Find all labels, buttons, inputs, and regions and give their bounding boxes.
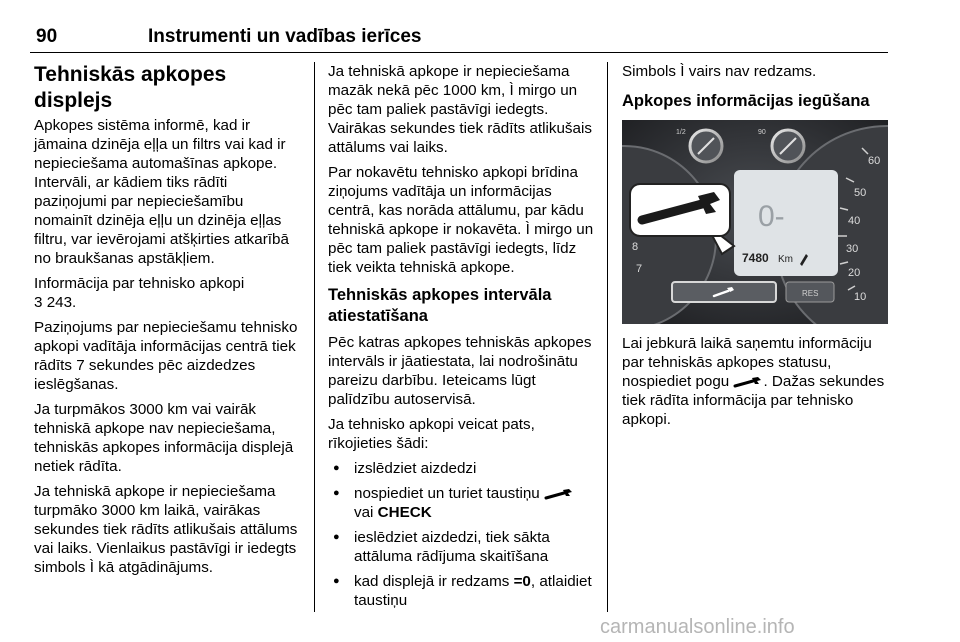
section-heading-interval-reset: Tehniskās apkopes intervāla atiestatīšana [328, 286, 552, 325]
paragraph: Ja turpmākos 3000 km vai vairāk tehniskā apkope nav nepieciešama, tehniskās apkopes informācija displejā netiek rādīta. [34, 401, 294, 475]
gauge-tick-label: 30 [846, 243, 859, 255]
check-button-label: CHECK [377, 504, 432, 521]
column-divider-2 [607, 62, 608, 612]
wrench-icon [544, 488, 574, 500]
reset-value: =0 [513, 573, 531, 590]
paragraph: Par nokavētu tehnisko apkopi brīdina ziņojums vadītāja un informācijas centrā, kas norāda attālumu, par kādu tehniskā apkope ir nokavēta. Ì mirgo un pēc tam paliek pastāvīgi iedegts, līdz tiek veikta tehniskā apkope. [328, 164, 594, 276]
list-item: ● izslēdziet aizdedzi [328, 459, 594, 478]
list-item: ● kad displejā ir redzams =0, atlaidiet taustiņu [328, 572, 594, 610]
paragraph: Apkopes sistēma informē, kad ir jāmaina dzinēja eļļa un filtrs vai kad ir nepieciešama automašīnas apkope. Intervāli, ar kādiem tiks rādīti paziņojumi par nepieciešamību nomainīt dzinēja eļļu un dzinēja eļļas filtru, var ievērojami atšķirties atkarībā no braukšanas apstākļiem. [34, 117, 289, 267]
page-header [30, 26, 888, 53]
page-ref-arrow-icon: 3 [34, 294, 43, 311]
reset-button-label: RES [802, 289, 819, 298]
service-symbol-icon: Ì [509, 82, 514, 99]
instrument-cluster-figure [622, 120, 888, 324]
instrument-cluster-illustration [622, 120, 888, 324]
watermark: carmanualsonline.info [600, 616, 795, 638]
odometer-unit: Km [778, 254, 793, 265]
paragraph: Ja tehniskā apkope ir nepieciešama mazāk nekā pēc 1000 km, Ì mirgo un pēc tam paliek pastāvīgi iedegts. Vairākas sekundes tiek rādīts atlikušais attālums vai laiks. [328, 63, 592, 156]
dial-mark: 90 [758, 129, 766, 136]
service-symbol-icon: Ì [680, 63, 685, 80]
section-heading-service-display: Tehniskās apkopes displejs [34, 63, 227, 112]
paragraph: Simbols Ì vairs nav redzams. [622, 63, 817, 80]
gauge-tick-label: 10 [854, 291, 867, 303]
display-digits: 0- [758, 200, 785, 233]
page-reference-link[interactable]: 243. [46, 294, 77, 311]
gauge-tick-label: 50 [854, 187, 867, 199]
instruction-list [328, 459, 594, 610]
odometer-reading: 7480 [742, 251, 769, 265]
list-item: ● nospiediet un turiet taustiņu vai CHECK [328, 484, 594, 522]
gauge-tick-label: 20 [848, 267, 861, 279]
wrench-icon [733, 376, 763, 388]
list-item: ● ieslēdziet aizdedzi, tiek sākta attāluma rādījuma skaitīšana [328, 528, 594, 566]
paragraph: Lai jebkurā laikā saņemtu informāciju par tehniskās apkopes statusu, nospiediet pogu . Dažas sekundes tiek rādīta informācija par tehnisko apkopi. [622, 335, 885, 428]
section-heading-service-info: Apkopes informācijas iegūšana [622, 92, 870, 110]
dial-mark: 1/2 [676, 129, 686, 136]
gauge-tick-label: 60 [868, 155, 881, 167]
gauge-tick-label: 7 [636, 263, 643, 275]
gauge-tick-label: 8 [632, 241, 639, 253]
gauge-tick-label: 40 [848, 215, 861, 227]
paragraph: Ja tehniskā apkope ir nepieciešama turpmāko 3000 km laikā, vairākas sekundes tiek rādīts atlikušais attālums vai laiks. Vienlaikus pastāvīgi ir iedegts simbols Ì kā atgādinājums. [34, 483, 298, 576]
column-3 [622, 62, 888, 435]
column-1 [34, 62, 300, 583]
paragraph: Paziņojums par nepieciešamu tehnisko apkopi vadītāja informācijas centrā tiek rādīts 7 sekundes pēc aizdedzes ieslēgšanas. [34, 319, 298, 393]
column-divider-1 [314, 62, 315, 612]
paragraph: Pēc katras apkopes tehniskās apkopes intervāls ir jāatiestata, lai nodrošinātu pareizu darbību. Ieteicams lūgt palīdzību autoservisā. [328, 334, 592, 408]
running-title: Instrumenti un vadības ierīces [148, 26, 422, 47]
service-symbol-icon: Ì [89, 559, 94, 576]
service-symbol-icon: Ì [525, 221, 530, 238]
paragraph-reference: Informācija par tehnisko apkopi 3 243. [34, 275, 245, 311]
page-number: 90 [36, 26, 58, 47]
column-2 [328, 62, 594, 616]
paragraph: Ja tehnisko apkopi veicat pats, rīkojieties šādi: [328, 416, 535, 452]
